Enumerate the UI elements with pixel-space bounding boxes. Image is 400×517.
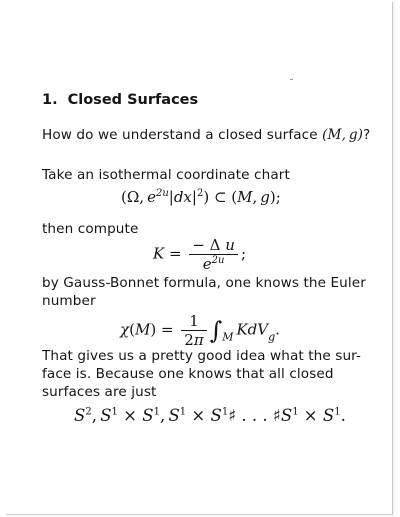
surfaces-list-equation: $S^2$, $S^1 \times S^1$, $S^1$ × $S^1♯$ . . . $♯S^1 \times S^1$.	[74, 406, 346, 425]
euler-equation: χ(M) = $\frac{1}{2\pi}$ $\int_M$ KdV$_g$.	[120, 312, 280, 349]
question-line	[42, 126, 370, 144]
section-number: 1.	[42, 92, 58, 108]
curvature-equation: K = $\frac{\text{− Δ u}}{e^{2u}}$ ;	[153, 236, 246, 273]
idea-line-3: surfaces are just	[42, 384, 157, 400]
section-title: Closed Surfaces	[67, 92, 199, 108]
euler-fraction: $\frac{1}{2\pi}$	[181, 312, 206, 349]
chart-equation: (Ω, $e^{2u}|dx|^2$) ⊂ (M, g);	[121, 188, 281, 206]
document-page	[6, 2, 393, 515]
question-mark: ?	[363, 127, 371, 143]
then-line: then compute	[42, 221, 139, 237]
idea-line-1: That gives us a pretty good idea what the sur-	[42, 348, 361, 364]
question-math: (M, g)	[322, 127, 364, 143]
idea-line-2: face is. Because one knows that all closed	[42, 366, 334, 382]
question-text: How do we understand a closed surface	[42, 127, 318, 143]
curvature-fraction: $\frac{\text{− Δ u}}{e^{2u}}$	[189, 236, 238, 273]
euler-number-line: number	[42, 293, 96, 309]
chart-intro-line: Take an isothermal coordinate chart	[42, 167, 290, 183]
gauss-bonnet-line: by Gauss-Bonnet formula, one knows the Euler	[42, 275, 366, 291]
section-heading	[42, 92, 198, 108]
page-mark	[290, 79, 293, 80]
